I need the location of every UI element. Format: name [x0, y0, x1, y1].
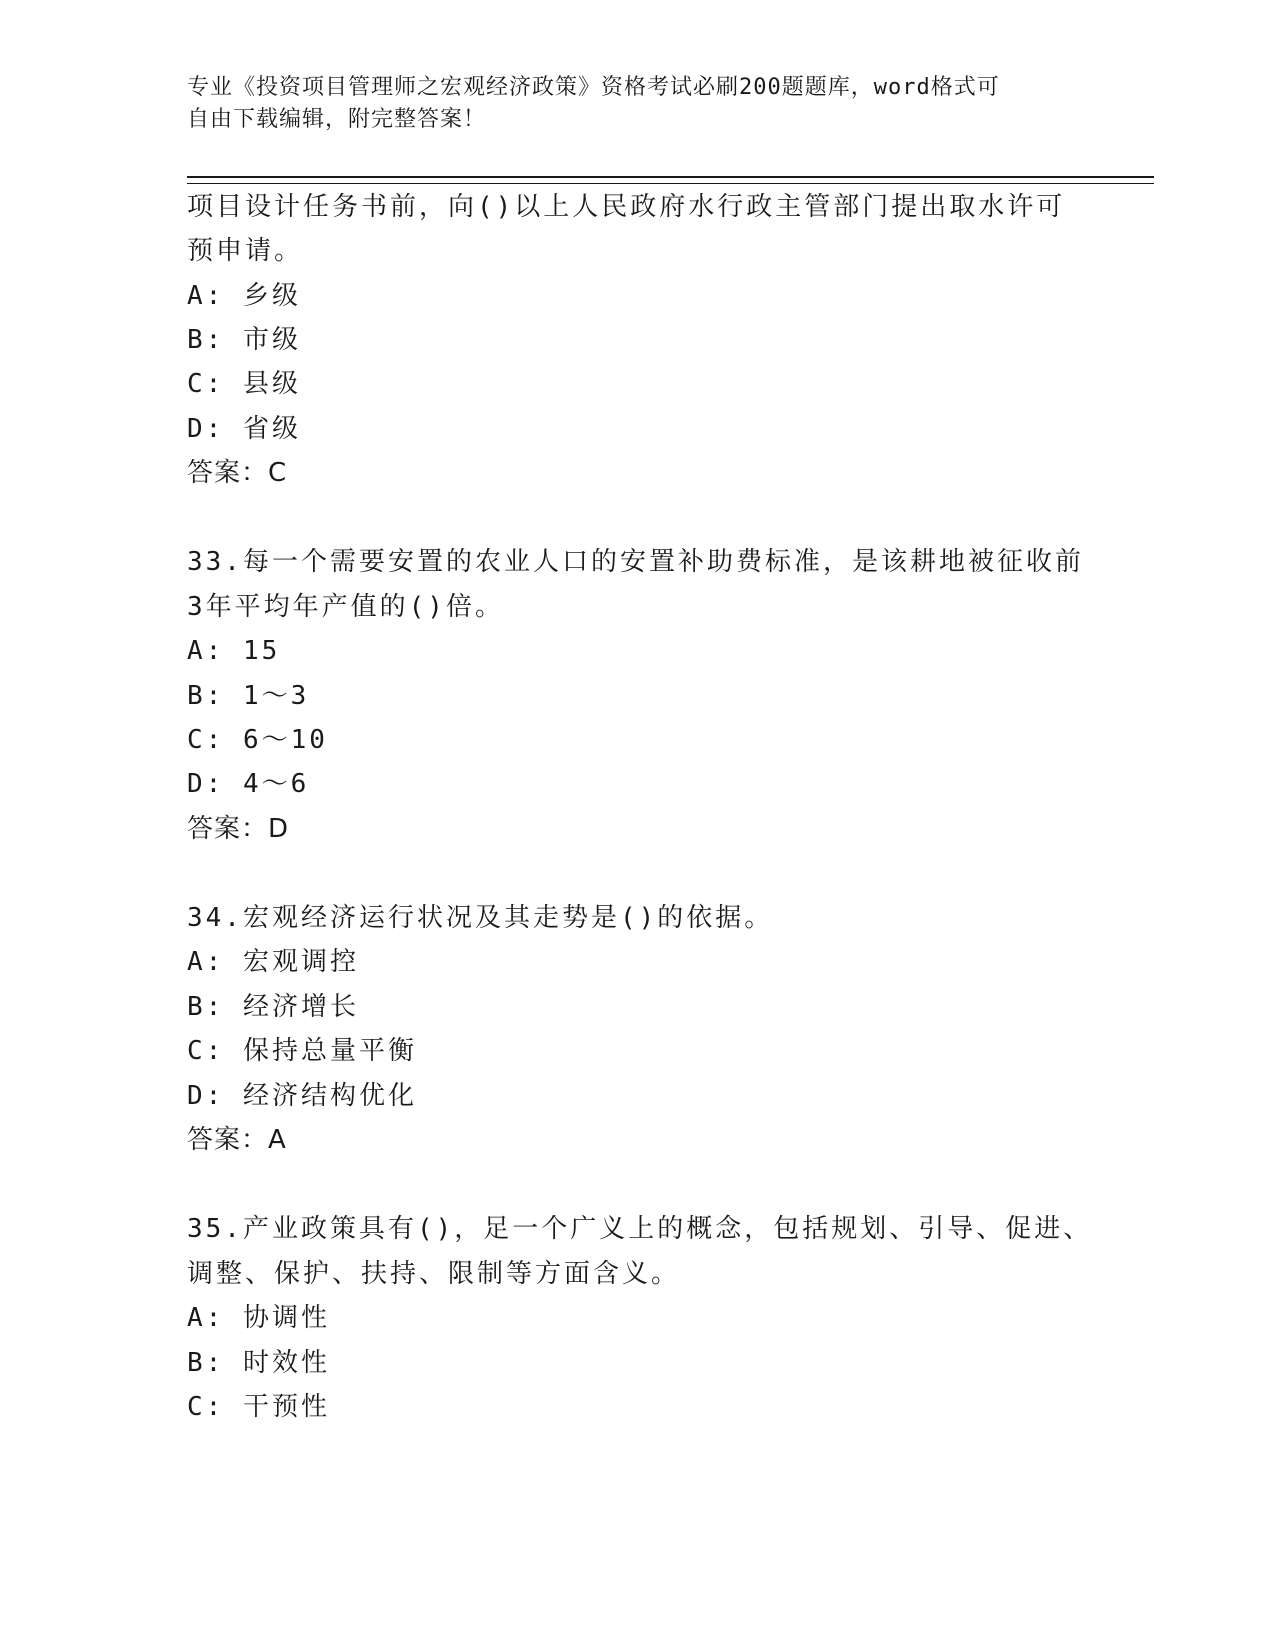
q34-option-b: B: 经济增长	[187, 992, 359, 1022]
q32-option-b: B: 市级	[187, 325, 301, 355]
header-line-2: 自由下载编辑，附完整答案！	[187, 107, 487, 132]
q35-option-c: C: 干预性	[187, 1392, 330, 1422]
q32-stem-line-1: 项目设计任务书前，向()以上人民政府水行政主管部门提出取水许可	[187, 192, 1066, 222]
q33-option-a: A: 15	[187, 636, 281, 666]
q33-option-b: B: 1～3	[187, 681, 310, 711]
q34-option-a: A: 宏观调控	[187, 947, 359, 977]
q35-option-b: B: 时效性	[187, 1348, 330, 1378]
q34-stem-line-1: 34.宏观经济运行状况及其走势是()的依据。	[187, 903, 774, 933]
q34-option-d: D: 经济结构优化	[187, 1081, 417, 1111]
document-header	[187, 72, 1067, 136]
q32-stem-line-2: 预申请。	[187, 236, 304, 266]
q32-option-a: A: 乡级	[187, 281, 301, 311]
q33-option-c: C: 6～10	[187, 725, 328, 755]
q35-option-a: A: 协调性	[187, 1303, 330, 1333]
q33-stem-line-2: 3年平均年产值的()倍。	[187, 592, 504, 622]
q32-option-c: C: 县级	[187, 369, 301, 399]
header-divider-thick	[187, 176, 1154, 178]
q33-option-d: D: 4～6	[187, 769, 310, 799]
q33-answer: 答案：D	[187, 814, 290, 844]
q35-stem-line-1: 35.产业政策具有()，足一个广义上的概念，包括规划、引导、促进、	[187, 1214, 1093, 1244]
q33-stem-line-1: 33.每一个需要安置的农业人口的安置补助费标准，是该耕地被征收前	[187, 547, 1084, 577]
q32-option-d: D: 省级	[187, 414, 301, 444]
q34-answer: 答案：A	[187, 1125, 287, 1155]
q35-stem-line-2: 调整、保护、扶持、限制等方面含义。	[187, 1259, 681, 1289]
header-line-1: 专业《投资项目管理师之宏观经济政策》资格考试必刷200题题库，word格式可	[187, 75, 1000, 100]
header-divider-thin	[187, 183, 1154, 184]
q32-answer: 答案：C	[187, 458, 288, 488]
q34-option-c: C: 保持总量平衡	[187, 1036, 417, 1066]
